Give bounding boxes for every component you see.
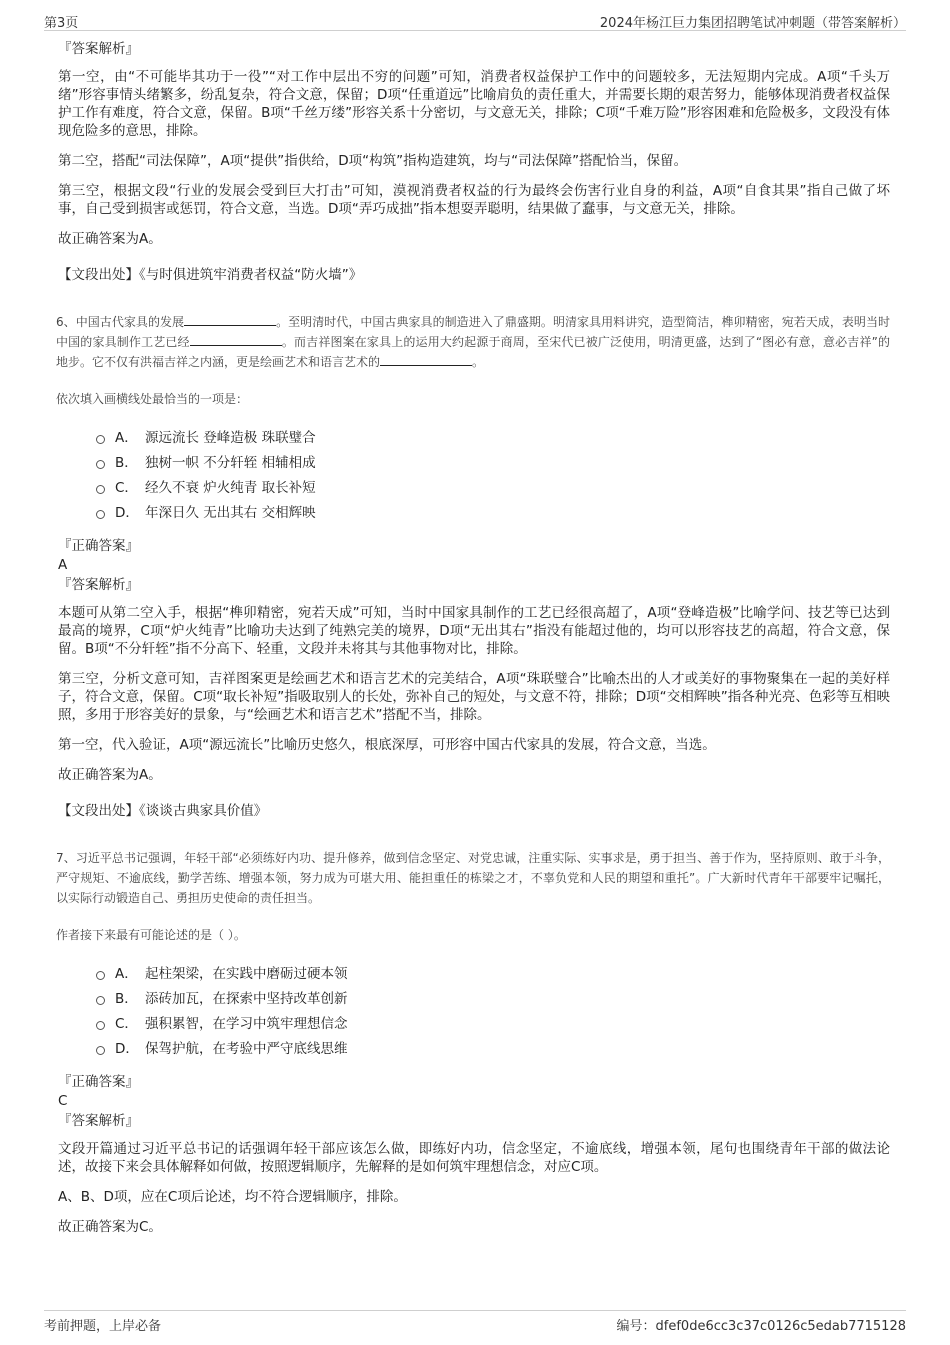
q7-analysis-paragraph: A、B、D项，应在C项后论述，均不符合逻辑顺序，排除。	[58, 1189, 407, 1205]
q6-option-a[interactable]: A． 源远流长 登峰造极 珠联璧合	[96, 429, 890, 454]
q6-answer: A	[58, 557, 68, 573]
q7-option-c[interactable]: C． 强积累智，在学习中筑牢理想信念	[96, 1015, 890, 1040]
q7-analysis-paragraph: 文段开篇通过习近平总书记的话强调年轻干部应该怎么做，即练好内功，信念坚定，不逾底线，增强本领，尾句也围绕青年干部的做法论述，故接下来会具体解释如何做，按照逻辑顺序，先解释的是如何筑牢理想信念，对应C项。	[58, 1141, 890, 1175]
page-number: 第3页	[44, 16, 79, 31]
q6-analysis-paragraph: 第三空，分析文意可知，吉祥图案更是绘画艺术和语言艺术的完美结合，A项“珠联璧合”比喻杰出的人才或美好的事物聚集在一起的美好样子，符合文意，保留。C项“取长补短”指吸取别人的长处，弥补自己的短处，与文意不符，排除；D项“交相辉映”指各种光亮、色彩等互相映照，多用于形容美好的景象，与“绘画艺术和语言艺术”搭配不当，排除。	[58, 671, 890, 723]
q7-answer: C	[58, 1093, 68, 1109]
q6-option-c[interactable]: C． 经久不衰 炉火纯青 取长补短	[96, 479, 890, 504]
q7-answer-label: 『正确答案』	[58, 1074, 139, 1090]
q6-conclusion: 故正确答案为A。	[58, 767, 162, 783]
q6-option-d[interactable]: D． 年深日久 无出其右 交相辉映	[96, 504, 890, 529]
q6-options	[96, 429, 890, 529]
q6-source: 【文段出处】《谈谈古典家具价值》	[58, 803, 268, 819]
fill-blank	[380, 353, 472, 366]
radio-icon[interactable]	[96, 996, 105, 1005]
page-content	[58, 40, 890, 1236]
q7-prompt: 作者接下来最有可能论述的是（ ）。	[56, 928, 246, 942]
q6-analysis-paragraph: 第一空，代入验证，A项“源远流长”比喻历史悠久，根底深厚，可形容中国古代家具的发展，符合文意，当选。	[58, 737, 716, 753]
q5-analysis-paragraph: 第二空，搭配“司法保障”，A项“提供”指供给，D项“构筑”指构造建筑，均与“司法保障”搭配恰当，保留。	[58, 153, 688, 169]
q5-analysis-paragraph: 第三空，根据文段“行业的发展会受到巨大打击”可知，漠视消费者权益的行为最终会伤害行业自身的利益，A项“自食其果”指自己做了坏事，自己受到损害或惩罚，符合文意，当选。D项“弄巧成拙”指本想耍弄聪明，结果做了蠢事，与文意无关，排除。	[58, 183, 890, 217]
q5-conclusion: 故正确答案为A。	[58, 231, 162, 247]
fill-blank	[190, 333, 282, 346]
q6-analysis-paragraph: 本题可从第二空入手，根据“榫卯精密，宛若天成”可知，当时中国家具制作的工艺已经很高超了，A项“登峰造极”比喻学问、技艺等已达到最高的境界，C项“炉火纯青”比喻功夫达到了纯熟完美的境界，D项“无出其右”指没有能超过他的，均可以形容技艺的高超，符合文意，保留。B项“不分轩轾”指不分高下、轻重，文段并未将其与其他事物对比，排除。	[58, 605, 890, 657]
radio-icon[interactable]	[96, 460, 105, 469]
radio-icon[interactable]	[96, 971, 105, 980]
q7-conclusion: 故正确答案为C。	[58, 1219, 162, 1235]
q6-option-b[interactable]: B． 独树一帜 不分轩轾 相辅相成	[96, 454, 890, 479]
radio-icon[interactable]	[96, 1046, 105, 1055]
q5-analysis-paragraph: 第一空，由“不可能毕其功于一役”“对工作中层出不穷的问题”可知，消费者权益保护工作中的问题较多，无法短期内完成。A项“千头万绪”形容事情头绪繁多，纷乱复杂，符合文意，保留；D项“任重道远”比喻肩负的责任重大，并需要长期的艰苦努力，能够体现消费者权益保护工作有难度，符合文意，保留。B项“千丝万缕”形容关系十分密切，与文意无关，排除；C项“千难万险”形容困难和危险极多，文段没有体现危险多的意思，排除。	[58, 69, 890, 139]
page-footer	[44, 1310, 906, 1333]
q5-source: 【文段出处】《与时俱进筑牢消费者权益“防火墙”》	[58, 267, 363, 283]
radio-icon[interactable]	[96, 510, 105, 519]
radio-icon[interactable]	[96, 485, 105, 494]
q6-analysis-label: 『答案解析』	[58, 577, 139, 593]
page-header	[44, 10, 906, 31]
q7-analysis-label: 『答案解析』	[58, 1113, 139, 1129]
q7-question: 7、习近平总书记强调，年轻干部“必须练好内功、提升修养，做到信念坚定、对党忠诚，注重实际、实事求是，勇于担当、善于作为，坚持原则、敢于斗争，严守规矩、不逾底线，勤学苦练、增强本领，努力成为可堪大用、能担重任的栋梁之才，不辜负党和人民的期望和重托”。广大新时代青年干部要牢记嘱托，以实际行动锻造自己、勇担历史使命的责任担当。	[56, 851, 890, 905]
radio-icon[interactable]	[96, 1021, 105, 1030]
q7-options	[96, 965, 890, 1065]
document-title: 2024年杨江巨力集团招聘笔试冲刺题（带答案解析）	[599, 16, 906, 31]
q7-option-a[interactable]: A． 起柱架梁，在实践中磨砺过硬本领	[96, 965, 890, 990]
document-id: 编号：dfef0de6cc3c37c0126c5edab7715128	[616, 1319, 906, 1334]
q6-question: 6、中国古代家具的发展 。至明清时代，中国古典家具的制造进入了鼎盛期。明清家具用料讲究，造型简洁，榫卯精密，宛若天成，表明当时中国的家具制作工艺已经 。而吉祥图案在家具上的运用大约起源于商周，至宋代已被广泛使用，明清更盛，达到了“图必有意，意必吉祥”的地步。它不仅有洪福吉祥之内涵，更是绘画艺术和语言艺术的 。	[56, 315, 890, 369]
q7-option-d[interactable]: D． 保驾护航，在考验中严守底线思维	[96, 1040, 890, 1065]
footer-slogan: 考前押题，上岸必备	[44, 1319, 162, 1334]
q6-answer-label: 『正确答案』	[58, 538, 139, 554]
fill-blank	[184, 313, 276, 326]
q5-analysis-label: 『答案解析』	[58, 41, 139, 57]
q6-prompt: 依次填入画横线处最恰当的一项是：	[56, 392, 249, 406]
q7-option-b[interactable]: B． 添砖加瓦，在探索中坚持改革创新	[96, 990, 890, 1015]
radio-icon[interactable]	[96, 435, 105, 444]
